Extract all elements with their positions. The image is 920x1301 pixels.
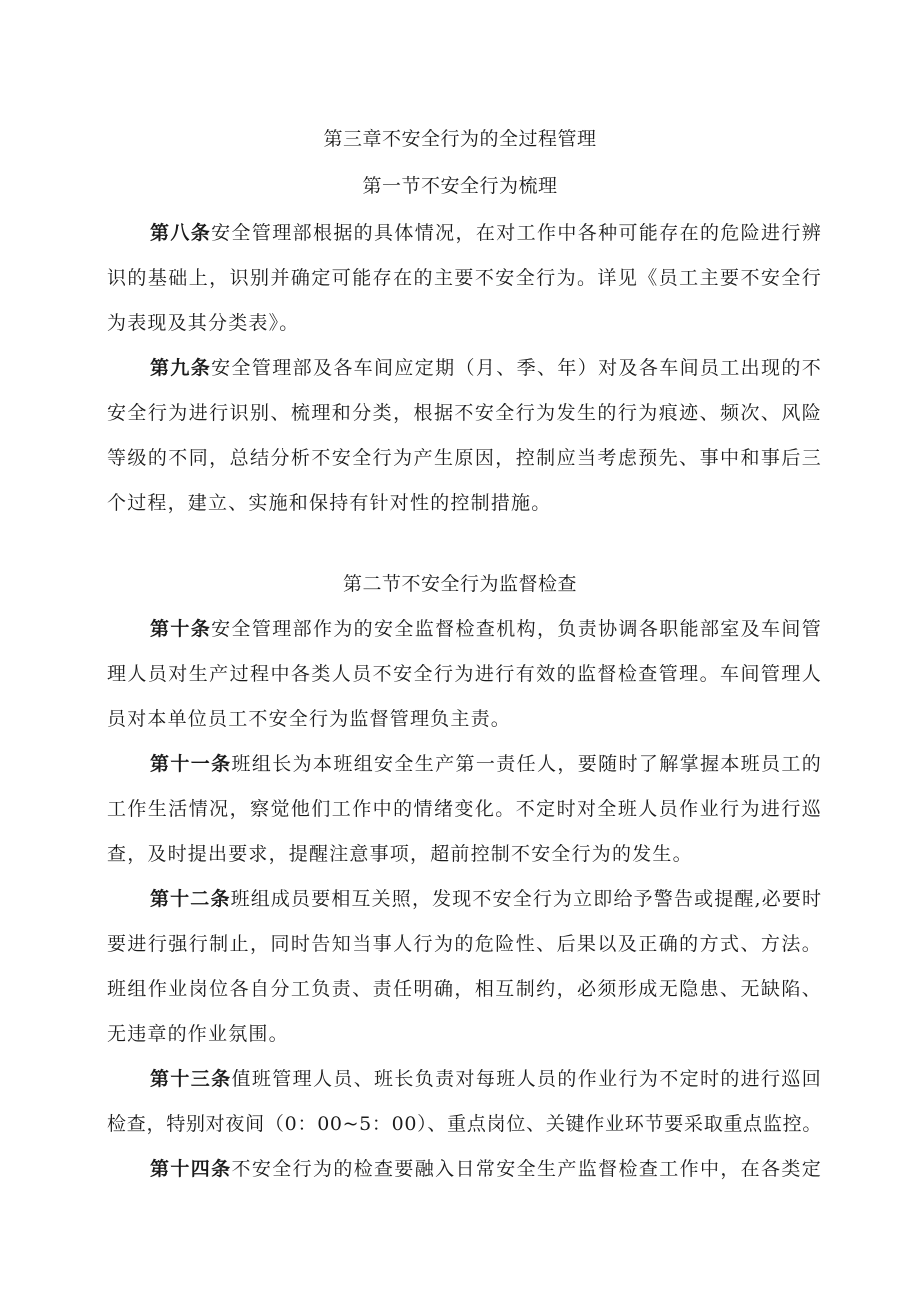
section-title-2: 第二节不安全行为监督检查 bbox=[342, 573, 577, 595]
article-9-line-2: 安全行为进行识别、梳理和分类，根据不安全行为发生的行为痕迹、频次、风险 bbox=[107, 402, 822, 424]
article-11-text-1: 班组长为本班组安全生产第一责任人，要随时了解掌握本班员工的 bbox=[231, 753, 822, 775]
article-11-number: 第十一条 bbox=[150, 753, 232, 775]
article-8-line-2: 识的基础上，识别并确定可能存在的主要不安全行为。详见《员工主要不安全行 bbox=[107, 267, 822, 289]
article-9-number: 第九条 bbox=[150, 357, 212, 379]
article-10-text-1: 安全管理部作为的安全监督检查机构，负责协调各职能部室及车间管 bbox=[211, 618, 822, 640]
article-9-line-1 bbox=[150, 356, 822, 380]
article-12-line-2: 要进行强行制止，同时告知当事人行为的危险性、后果以及正确的方式、方法。 bbox=[107, 933, 822, 955]
article-12-number: 第十二条 bbox=[150, 888, 231, 910]
article-8-text-1: 安全管理部根据的具体情况，在对工作中各种可能存在的危险进行辨 bbox=[211, 222, 822, 244]
article-9-line-4: 个过程，建立、实施和保持有针对性的控制措施。 bbox=[107, 492, 552, 514]
article-12-line-4: 无违章的作业氛围。 bbox=[107, 1023, 289, 1045]
article-10-number: 第十条 bbox=[150, 618, 212, 640]
article-10-line-2: 理人员对生产过程中各类人员不安全行为进行有效的监督检查管理。车间管理人 bbox=[107, 663, 822, 685]
article-9-text-1: 安全管理部及各车间应定期（月、季、年）对及各车间员工出现的不 bbox=[211, 357, 822, 379]
article-8-line-1 bbox=[150, 221, 822, 245]
article-14-line-1 bbox=[150, 1157, 822, 1181]
article-12-text-1: 班组成员要相互关照，发现不安全行为立即给予警告或提醒,必要时 bbox=[230, 888, 822, 910]
article-12-line-1 bbox=[150, 887, 822, 911]
article-9-line-3: 等级的不同，总结分析不安全行为产生原因，控制应当考虑预先、事中和事后三 bbox=[107, 447, 822, 469]
article-11-line-3: 查，及时提出要求，提醒注意事项，超前控制不安全行为的发生。 bbox=[107, 843, 693, 865]
article-10-line-3: 员对本单位员工不安全行为监督管理负主责。 bbox=[107, 708, 512, 730]
section-title-1: 第一节不安全行为梳理 bbox=[362, 175, 558, 197]
article-11-line-1 bbox=[150, 752, 822, 776]
article-13-line-2: 检查，特别对夜间（0：00~5：00）、重点岗位、关键作业环节要采取重点监控。 bbox=[107, 1113, 822, 1135]
article-14-number: 第十四条 bbox=[150, 1158, 232, 1180]
chapter-title: 第三章不安全行为的全过程管理 bbox=[323, 128, 597, 150]
article-14-text-1: 不安全行为的检查要融入日常安全生产监督检查工作中，在各类定 bbox=[231, 1158, 822, 1180]
article-8-number: 第八条 bbox=[150, 222, 212, 244]
article-8-line-3: 为表现及其分类表》。 bbox=[107, 312, 300, 334]
article-12-line-3: 班组作业岗位各自分工负责、责任明确，相互制约，必须形成无隐患、无缺陷、 bbox=[107, 978, 822, 1000]
article-11-line-2: 工作生活情况，察觉他们工作中的情绪变化。不定时对全班人员作业行为进行巡 bbox=[107, 798, 822, 820]
article-13-text-1: 值班管理人员、班长负责对每班人员的作业行为不定时的进行巡回 bbox=[231, 1068, 822, 1090]
article-10-line-1 bbox=[150, 617, 822, 641]
article-13-number: 第十三条 bbox=[150, 1068, 232, 1090]
article-13-line-1 bbox=[150, 1067, 822, 1091]
